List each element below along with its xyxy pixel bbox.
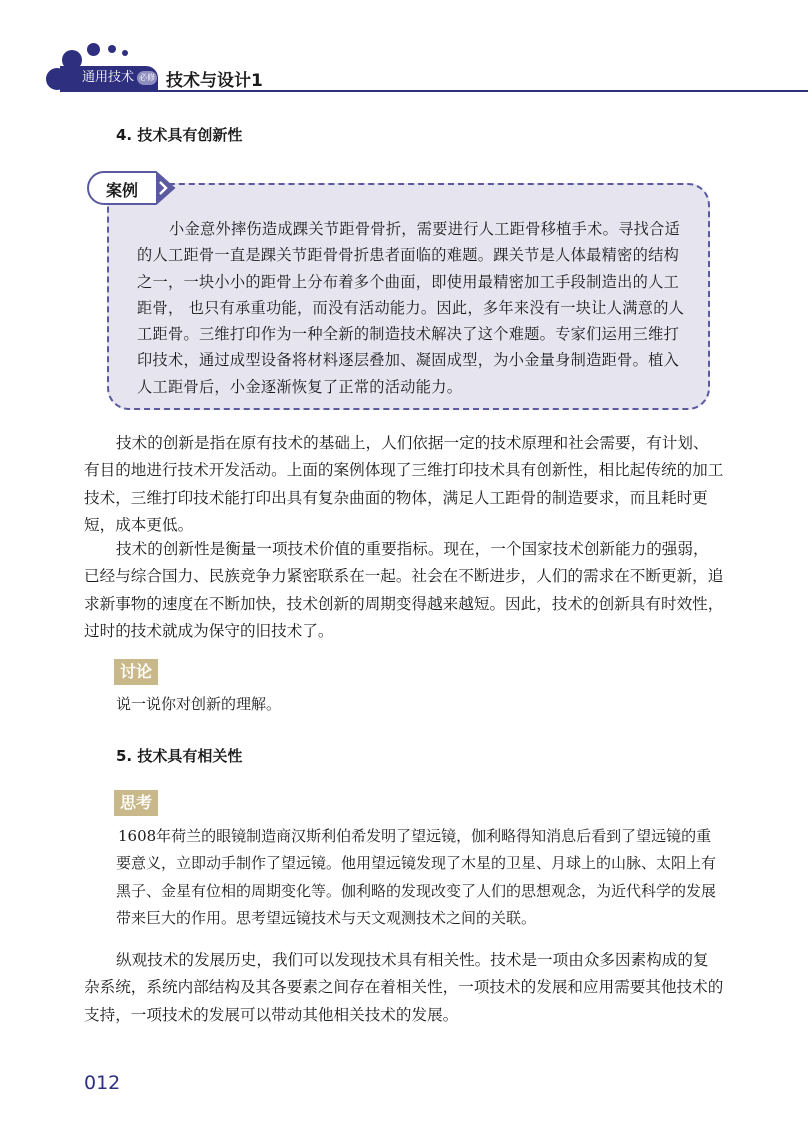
book-title: 技术与设计1 <box>166 71 263 91</box>
section-heading-relevance: 5. 技术具有相关性 <box>116 747 243 765</box>
section-heading-innovation: 4. 技术具有创新性 <box>116 126 243 144</box>
discussion-text: 说一说你对创新的理解。 <box>116 695 282 713</box>
case-text: 小金意外摔伤造成踝关节距骨骨折，需要进行人工距骨移植手术。寻找合适的人工距骨一直是踝关节距骨骨折患者面临的难题。踝关节是人体最精密的结构之一，一块小小的距骨上分布着多个曲面，即使用最精密加工手段制造出的人工距骨， 也只有承重功能，而没有活动能力。因此，多年来没有一块让人满意的人工距骨。三维打印作为一种全新的制造技术解决了这个难题。专家们运用三维打印技术，通过成型设备将材料逐层叠加、凝固成型，为小金量身制造距骨。植入人工距骨后，小金逐渐恢复了正常的活动能力。 <box>137 220 685 396</box>
decor-dot <box>108 45 116 53</box>
page-header <box>0 0 808 100</box>
paragraph-innovation-importance: 技术的创新性是衡量一项技术价值的重要指标。现在，一个国家技术创新能力的强弱，已经与综合国力、民族竞争力紧密联系在一起。社会在不断进步，人们的需求在不断更新，追求新事物的速度在不断加快，技术创新的周期变得越来越短。因此，技术的创新具有时效性，过时的技术就成为保守的旧技术了。 <box>84 540 724 641</box>
case-label: 案例 <box>106 181 139 200</box>
thinking-text: 1608年荷兰的眼镜制造商汉斯利伯希发明了望远镜，伽利略得知消息后看到了望远镜的重要意义，立即动手制作了望远镜。他用望远镜发现了木星的卫星、月球上的山脉、太阳上有黑子、金星有位相的周期变化等。伽利略的发现改变了人们的思想观念，为近代科学的发展带来巨大的作用。思考望远镜技术与天文观测技术之间的关联。 <box>116 827 717 928</box>
decor-dot <box>87 43 100 56</box>
paragraph-innovation-definition: 技术的创新是指在原有技术的基础上，人们依据一定的技术原理和社会需要，有计划、有目的地进行技术开发活动。上面的案例体现了三维打印技术具有创新性，相比起传统的加工技术，三维打印技术能打印出具有复杂曲面的物体，满足人工距骨的制造要求，而且耗时更短，成本更低。 <box>84 434 724 535</box>
paragraph-relevance: 纵观技术的发展历史，我们可以发现技术具有相关性。技术是一项由众多因素构成的复杂系统，系统内部结构及其各要素之间存在着相关性，一项技术的发展和应用需要其他技术的支持，一项技术的发展可以带动其他相关技术的发展。 <box>84 951 724 1024</box>
discussion-tag: 讨论 <box>114 659 158 685</box>
series-badge <box>60 66 158 90</box>
required-badge: 必修 <box>137 71 157 85</box>
page-number: 012 <box>84 1072 121 1094</box>
decor-dot <box>122 50 128 56</box>
thinking-tag: 思考 <box>114 790 158 816</box>
series-label: 通用技术 <box>82 70 135 85</box>
